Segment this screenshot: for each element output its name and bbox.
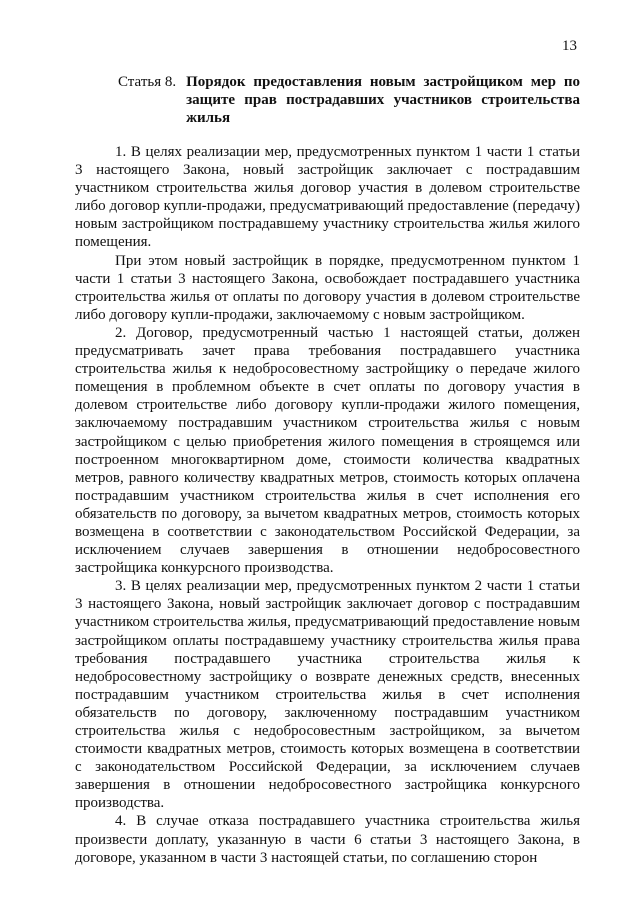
article-title: Порядок предоставления новым застройщиком мер по защите прав пострадавших участников строительства жилья xyxy=(186,74,580,126)
article-label: Статья 8. xyxy=(118,74,177,90)
article-body xyxy=(75,143,580,867)
paragraph: 4. В случае отказа пострадавшего участника строительства жилья произвести доплату, указанную в части 6 статьи 3 настоящего Закона, в договоре, указанном в части 3 настоящей статьи, по соглашению сторон xyxy=(75,813,580,866)
article-heading xyxy=(118,73,580,127)
paragraph: 1. В целях реализации мер, предусмотренных пунктом 1 части 1 статьи 3 настоящего Закона, новый застройщик заключает с пострадавшим участником строительства жилья договор участия в долевом строительстве либо договор купли-продажи, предусматривающий предоставление (передачу) новым застройщиком пострадавшему участнику строительства жилья жилого помещения. xyxy=(75,144,580,251)
paragraph: При этом новый застройщик в порядке, предусмотренном пунктом 1 части 1 статьи 3 настоящего Закона, освобождает пострадавшего участника строительства жилья от оплаты по договору участия в долевом строительстве либо договору купли-продажи, заключаемому с новым застройщиком. xyxy=(75,252,580,323)
paragraph: 2. Договор, предусмотренный частью 1 настоящей статьи, должен предусматривать зачет права требования пострадавшего участника строительства жилья к недобросовестному застройщику о передаче жилого помещения в проблемном объекте в счет оплаты по договору участия в долевом строительстве либо договору купли-продажи жилого помещения, заключаемому пострадавшим участником строительства жилья с новым застройщиком с целью приобретения жилого помещения в строящемся или построенном многоквартирном доме, стоимости количества квадратных метров, равного количеству квадратных метров, стоимость которых оплачена пострадавшим участником строительства жилья в счет исполнения его обязательств по договору, за вычетом квадратных метров, стоимость которых возмещена в соответствии с законодательством Российской Федерации, за исключением случаев завершения в отношении недобросовестного застройщика конкурсного производства. xyxy=(75,324,580,577)
paragraph: 3. В целях реализации мер, предусмотренных пунктом 2 части 1 статьи 3 настоящего Закона, новый застройщик заключает договор с пострадавшим участником строительства жилья, предусматривающий предоставление новым застройщиком оплаты пострадавшему участнику строительства жилья права требования пострадавшего участника строительства жилья к недобросовестному застройщику о возврате денежных средств, внесенных пострадавшим участником строительства жилья в счет исполнения обязательств по договору, заключенному пострадавшим участником строительства жилья с недобросовестным застройщиком, за вычетом стоимости квадратных метров, стоимость которых возмещена в соответствии с законодательством Российской Федерации, за исключением случаев завершения в отношении недобросовестного застройщика конкурсного производства. xyxy=(75,578,580,812)
page-number: 13 xyxy=(562,38,577,54)
